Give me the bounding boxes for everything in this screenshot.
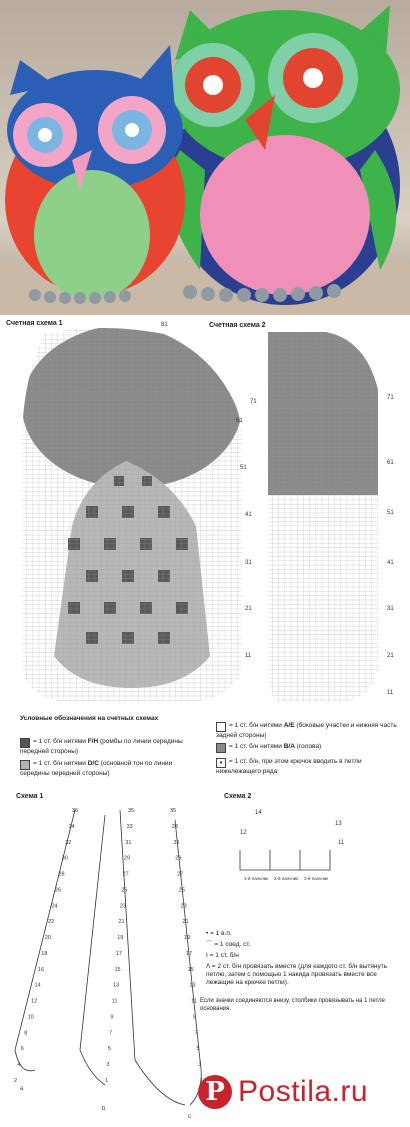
grid1-row-51: 51 xyxy=(240,465,247,471)
schema1-letter-c: c xyxy=(188,1114,191,1120)
grid2-row-71: 71 xyxy=(387,395,394,401)
legend-item-dot: • = 1 ст. б/н, при этом крючок вводить в петли нижележащего ряда xyxy=(216,758,362,775)
legend-title: Условные обозначения на счетных схемах xyxy=(20,715,159,722)
schema1-row-number: 16 xyxy=(37,966,45,973)
schema1-row-number: 35 xyxy=(170,808,177,814)
swatch-dot: • xyxy=(216,758,226,768)
schema1-row-number: 26 xyxy=(54,887,62,894)
grid2-row-21: 21 xyxy=(387,653,394,659)
scheme2-title: Счетная схема 2 xyxy=(209,322,266,329)
schema1-row-number: 27 xyxy=(122,871,129,878)
postila-watermark xyxy=(198,1072,368,1112)
schema1-row-number: 17 xyxy=(185,950,193,957)
owls-photo xyxy=(0,0,410,315)
schema1-row-number: 25 xyxy=(121,887,128,894)
schema1-row-number: 10 xyxy=(27,1014,34,1021)
grid2-row-41: 41 xyxy=(387,560,394,566)
schema1-row-number: 1 xyxy=(105,1078,109,1084)
schema1-row-number: 33 xyxy=(171,823,178,830)
grid2-row-51: 51 xyxy=(387,510,394,516)
schema2-row-12: 12 xyxy=(240,830,247,836)
schema1-row-number: 5 xyxy=(107,1046,111,1053)
schema1-row-number: 17 xyxy=(115,950,122,957)
schema1-row-number: 21 xyxy=(182,919,189,926)
grid1-row-21: 21 xyxy=(245,606,252,612)
schema1-row-number: 31 xyxy=(125,839,132,846)
schema1-row-number: 36 xyxy=(72,808,79,814)
schema1-row-number: 6 xyxy=(20,1046,24,1053)
schema1-row-number: 7 xyxy=(194,1030,198,1037)
legend-item-ba: = 1 ст. б/н нитями B/A (голова) xyxy=(216,743,401,753)
grid2-row-31: 31 xyxy=(387,606,394,612)
key-note: Если значки соединяются внизу, столбики провязывать на 1 петле основания. xyxy=(200,998,385,1012)
schema1-row-number: 29 xyxy=(175,855,182,862)
schema1-row-number: 13 xyxy=(189,982,196,989)
schema1-row-number: 23 xyxy=(119,903,127,910)
schema1-row-number: 3 xyxy=(106,1062,110,1069)
swatch-dc xyxy=(20,760,30,770)
schema2-finger-2: 2-й пальчик xyxy=(274,876,299,881)
schema2-row-11: 11 xyxy=(338,840,345,846)
schema1-row-number: 19 xyxy=(117,935,124,942)
schema1-row-number: 28 xyxy=(58,871,65,878)
schema1-row-number: 7 xyxy=(109,1030,113,1037)
swatch-fh xyxy=(20,738,30,748)
schema2-finger-1: 1-й пальчик xyxy=(244,876,269,881)
key-vp: • = 1 в.п. xyxy=(206,930,232,937)
legend-item-fh: = 1 ст. б/н нитями F/H (ромбы по линии середины передней стороны) xyxy=(20,738,183,755)
schema2-row-14: 14 xyxy=(255,810,262,816)
postila-text: Postila.ru xyxy=(238,1075,369,1108)
schema1-row-number: 25 xyxy=(178,887,185,894)
grid1-row-11: 11 xyxy=(245,653,252,659)
schema1-row-number: 20 xyxy=(44,935,51,942)
schema1-row-number: 18 xyxy=(41,950,48,957)
schema2-row-13: 13 xyxy=(335,821,342,827)
schema1-row-number: 3 xyxy=(198,1062,202,1069)
schema2-finger-3: 3-й пальчик xyxy=(304,876,329,881)
schema1-row-number: 24 xyxy=(51,903,58,910)
schema1-letter-b: b xyxy=(102,1106,106,1112)
grid2-row-61: 61 xyxy=(387,460,394,466)
schema1-row-number: 19 xyxy=(184,935,191,942)
schema1-row-number: 15 xyxy=(114,966,121,973)
schema1-row-number: 30 xyxy=(61,855,68,862)
schema1-row-number: 4 xyxy=(17,1062,21,1069)
schema1-row-number: 8 xyxy=(24,1030,28,1037)
schema1-row-number: 2 xyxy=(14,1078,18,1084)
schema1-row-number: 5 xyxy=(196,1046,200,1053)
count-chart-1 xyxy=(14,326,250,709)
grid1-row-31: 31 xyxy=(245,560,252,566)
schema1-row-number: 12 xyxy=(31,998,38,1005)
schema1-row-number: 14 xyxy=(34,982,41,989)
postila-logo-icon: P xyxy=(198,1075,232,1109)
schema1-row-number: 27 xyxy=(177,871,184,878)
schema1-row-number: 32 xyxy=(65,839,72,846)
schema1-row-number: 9 xyxy=(110,1014,114,1021)
swatch-ae xyxy=(216,722,226,732)
scheme1-title: Счетная схема 1 xyxy=(6,320,63,327)
schema1-letter-a: a xyxy=(20,1086,24,1092)
grid1-row-61: 61 xyxy=(236,418,243,424)
schema1-row-number: 33 xyxy=(126,823,133,830)
schema1-title: Схема 1 xyxy=(16,793,44,800)
key-stbn: I = 1 ст. б/н xyxy=(206,952,239,959)
schema1-row-number: 35 xyxy=(128,808,135,814)
grid1-row-41: 41 xyxy=(245,512,252,518)
grid2-row-11: 11 xyxy=(387,690,394,696)
schema1-diagram xyxy=(10,800,210,1127)
schema1-row-number: 11 xyxy=(111,998,118,1005)
grid1-row-71: 71 xyxy=(250,399,257,405)
schema1-row-number: 11 xyxy=(191,998,197,1005)
schema1-row-number: 23 xyxy=(180,903,187,910)
grid1-row-81: 81 xyxy=(161,322,168,328)
key-dec: Λ = 2 ст. б/н провязать вместе (для каждого ст. б/н вытянуть петлю, затем с помощью 1 накида провязать вместе все лежащие на крючке петли). xyxy=(206,963,388,986)
schema1-row-number: 21 xyxy=(118,919,125,926)
schema1-row-number: 13 xyxy=(113,982,120,989)
schema1-row-number: 31 xyxy=(173,839,180,846)
schema1-row-number: 34 xyxy=(68,823,75,830)
schema1-row-number: 29 xyxy=(123,855,131,862)
schema1-row-number: 9 xyxy=(192,1014,196,1021)
schema2-diagram xyxy=(230,800,350,895)
key-soed: ⌒ = 1 соед. ст. xyxy=(206,941,251,948)
legend-item-dc: = 1 ст. б/н нитями D/C (основной тон по линии середины передней стороны) xyxy=(20,760,173,777)
schema2-title: Схема 2 xyxy=(224,793,252,800)
schema1-row-number: 22 xyxy=(48,919,55,926)
legend-item-ae: = 1 ст. б/н нитями A/E (боковые участки и нижняя часть задней стороны) xyxy=(216,722,397,739)
count-chart-2 xyxy=(266,330,384,709)
schema1-row-number: 15 xyxy=(187,966,194,973)
swatch-ba xyxy=(216,743,226,753)
